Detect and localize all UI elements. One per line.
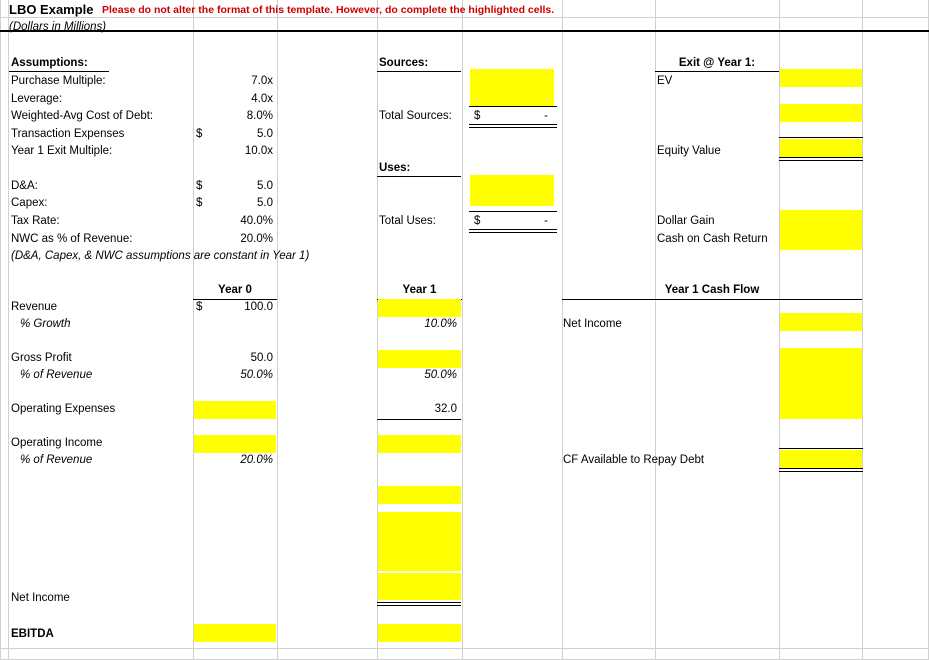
row-label-operating-income: Operating Income [11, 437, 103, 449]
total-uses-underline-2 [469, 232, 557, 233]
assumption-value-nwc: 20.0% [240, 233, 273, 245]
uses-input-cell[interactable] [470, 175, 554, 206]
assumption-label-cost-of-debt: Weighted-Avg Cost of Debt: [11, 110, 154, 122]
cashflow-adjustments-cells[interactable] [780, 348, 862, 419]
gridline-vertical [0, 0, 1, 660]
gp-pct-revenue-year1-value: 50.0% [424, 369, 457, 381]
exit-heading-underline [655, 71, 779, 72]
template-warning: Please do not alter the format of this template. However, do complete the highlighted cells. [102, 4, 555, 16]
exit-debt-value-cell[interactable] [780, 104, 862, 122]
year1-calc-cell-1[interactable] [378, 486, 461, 504]
assumption-value-tax-rate: 40.0% [240, 215, 273, 227]
total-uses-value: - [544, 215, 548, 227]
row-label-gp-pct-revenue: % of Revenue [20, 369, 93, 381]
units-label: (Dollars in Millions) [9, 21, 107, 33]
cashflow-net-income-label: Net Income [563, 318, 622, 330]
assumption-value-da: 5.0 [257, 180, 273, 192]
row-label-growth: % Growth [20, 318, 71, 330]
total-uses-label: Total Uses: [379, 215, 436, 227]
gridline-vertical [562, 0, 563, 660]
gp-pct-revenue-year0-value: 50.0% [240, 369, 273, 381]
total-uses-currency: $ [474, 215, 481, 227]
row-label-oi-pct-revenue: % of Revenue [20, 454, 93, 466]
gridline-vertical [193, 0, 194, 660]
exit-ev-value-cell[interactable] [780, 69, 862, 87]
row-label-ebitda: EBITDA [11, 628, 54, 640]
opex-year1-value: 32.0 [434, 403, 457, 415]
equity-value-underline [779, 157, 863, 158]
year1-net-income-underline-2 [377, 605, 461, 606]
assumption-value-exit-multiple: 10.0x [244, 145, 273, 157]
cashflow-header-underline [562, 299, 862, 300]
opex-year0-cell[interactable] [194, 401, 276, 419]
total-sources-underline-2 [469, 127, 557, 128]
total-sources-label: Total Sources: [379, 110, 452, 122]
year0-header-underline [193, 299, 277, 300]
cash-on-cash-label: Cash on Cash Return [657, 233, 768, 245]
oi-pct-revenue-year0-value: 20.0% [240, 454, 273, 466]
cashflow-net-income-cell[interactable] [780, 313, 862, 331]
total-sources-topline [469, 106, 557, 107]
assumption-value-capex: 5.0 [257, 197, 273, 209]
uses-heading: Uses: [379, 162, 411, 174]
exit-heading: Exit @ Year 1: [678, 57, 756, 69]
sources-heading: Sources: [379, 57, 429, 69]
gridline-vertical [8, 0, 9, 660]
assumption-label-tax-rate: Tax Rate: [11, 215, 60, 227]
opex-year1-underline [377, 419, 461, 420]
gross-profit-year1-cell[interactable] [378, 350, 461, 368]
total-uses-underline [469, 229, 557, 230]
total-sources-currency: $ [474, 110, 481, 122]
assumption-label-exit-multiple: Year 1 Exit Multiple: [11, 145, 113, 157]
cashflow-header: Year 1 Cash Flow [664, 284, 760, 296]
title-underline [0, 30, 929, 32]
dollar-gain-and-coc-cells[interactable] [780, 210, 862, 250]
revenue-year0-value: 100.0 [244, 301, 273, 313]
cf-available-underline-2 [779, 471, 863, 472]
exit-equity-value-cell[interactable] [780, 139, 862, 157]
assumption-currency-capex: $ [196, 197, 203, 209]
exit-ev-label: EV [657, 75, 673, 87]
assumption-label-nwc: NWC as % of Revenue: [11, 233, 133, 245]
assumption-label-purchase-multiple: Purchase Multiple: [11, 75, 106, 87]
gridline-horizontal [0, 17, 929, 18]
growth-year1-value: 10.0% [424, 318, 457, 330]
sources-heading-underline [377, 71, 461, 72]
gridline-vertical [862, 0, 863, 660]
year1-calc-cell-2[interactable] [378, 512, 461, 571]
assumption-label-capex: Capex: [11, 197, 48, 209]
cf-available-label: CF Available to Repay Debt [563, 454, 705, 466]
page-title: LBO Example [9, 2, 94, 17]
equity-value-topline [779, 137, 863, 138]
gross-profit-year0-value: 50.0 [250, 352, 273, 364]
exit-equity-value-label: Equity Value [657, 145, 721, 157]
assumptions-heading-underline [9, 71, 109, 72]
assumption-currency-transaction-expenses: $ [196, 128, 203, 140]
ebitda-year1-cell[interactable] [378, 624, 461, 642]
assumption-label-transaction-expenses: Transaction Expenses [11, 128, 125, 140]
row-label-gross-profit: Gross Profit [11, 352, 72, 364]
year1-header: Year 1 [402, 284, 437, 296]
row-label-operating-expenses: Operating Expenses [11, 403, 116, 415]
row-label-net-income: Net Income [11, 592, 70, 604]
gridline-horizontal [0, 648, 929, 649]
assumption-value-cost-of-debt: 8.0% [246, 110, 273, 122]
cf-available-topline [779, 448, 863, 449]
operating-income-year0-cell[interactable] [194, 435, 276, 453]
revenue-year0-currency: $ [196, 301, 203, 313]
assumptions-note: (D&A, Capex, & NWC assumptions are constant in Year 1) [11, 250, 310, 262]
operating-income-year1-cell[interactable] [378, 435, 461, 453]
equity-value-underline-2 [779, 160, 863, 161]
assumption-currency-da: $ [196, 180, 203, 192]
assumption-value-leverage: 4.0x [251, 93, 273, 105]
assumption-value-purchase-multiple: 7.0x [251, 75, 273, 87]
assumption-value-transaction-expenses: 5.0 [257, 128, 273, 140]
row-label-revenue: Revenue [11, 301, 58, 313]
gridline-vertical [277, 0, 278, 660]
total-sources-value: - [544, 110, 548, 122]
year1-net-income-underline [377, 602, 461, 603]
gridline-vertical [462, 0, 463, 660]
uses-heading-underline [377, 176, 461, 177]
revenue-year1-cell[interactable] [378, 299, 461, 317]
year0-header: Year 0 [218, 284, 252, 296]
assumption-label-leverage: Leverage: [11, 93, 63, 105]
dollar-gain-label: Dollar Gain [657, 215, 715, 227]
cf-available-underline [779, 468, 863, 469]
total-uses-topline [469, 211, 557, 212]
year1-calc-cell-3[interactable] [378, 573, 461, 600]
sources-input-cell[interactable] [470, 69, 554, 106]
gridline-vertical [655, 0, 656, 660]
assumptions-heading: Assumptions: [11, 57, 88, 69]
cf-available-cell[interactable] [780, 450, 862, 468]
ebitda-year0-cell[interactable] [194, 624, 276, 642]
total-sources-underline [469, 124, 557, 125]
assumption-label-da: D&A: [11, 180, 38, 192]
